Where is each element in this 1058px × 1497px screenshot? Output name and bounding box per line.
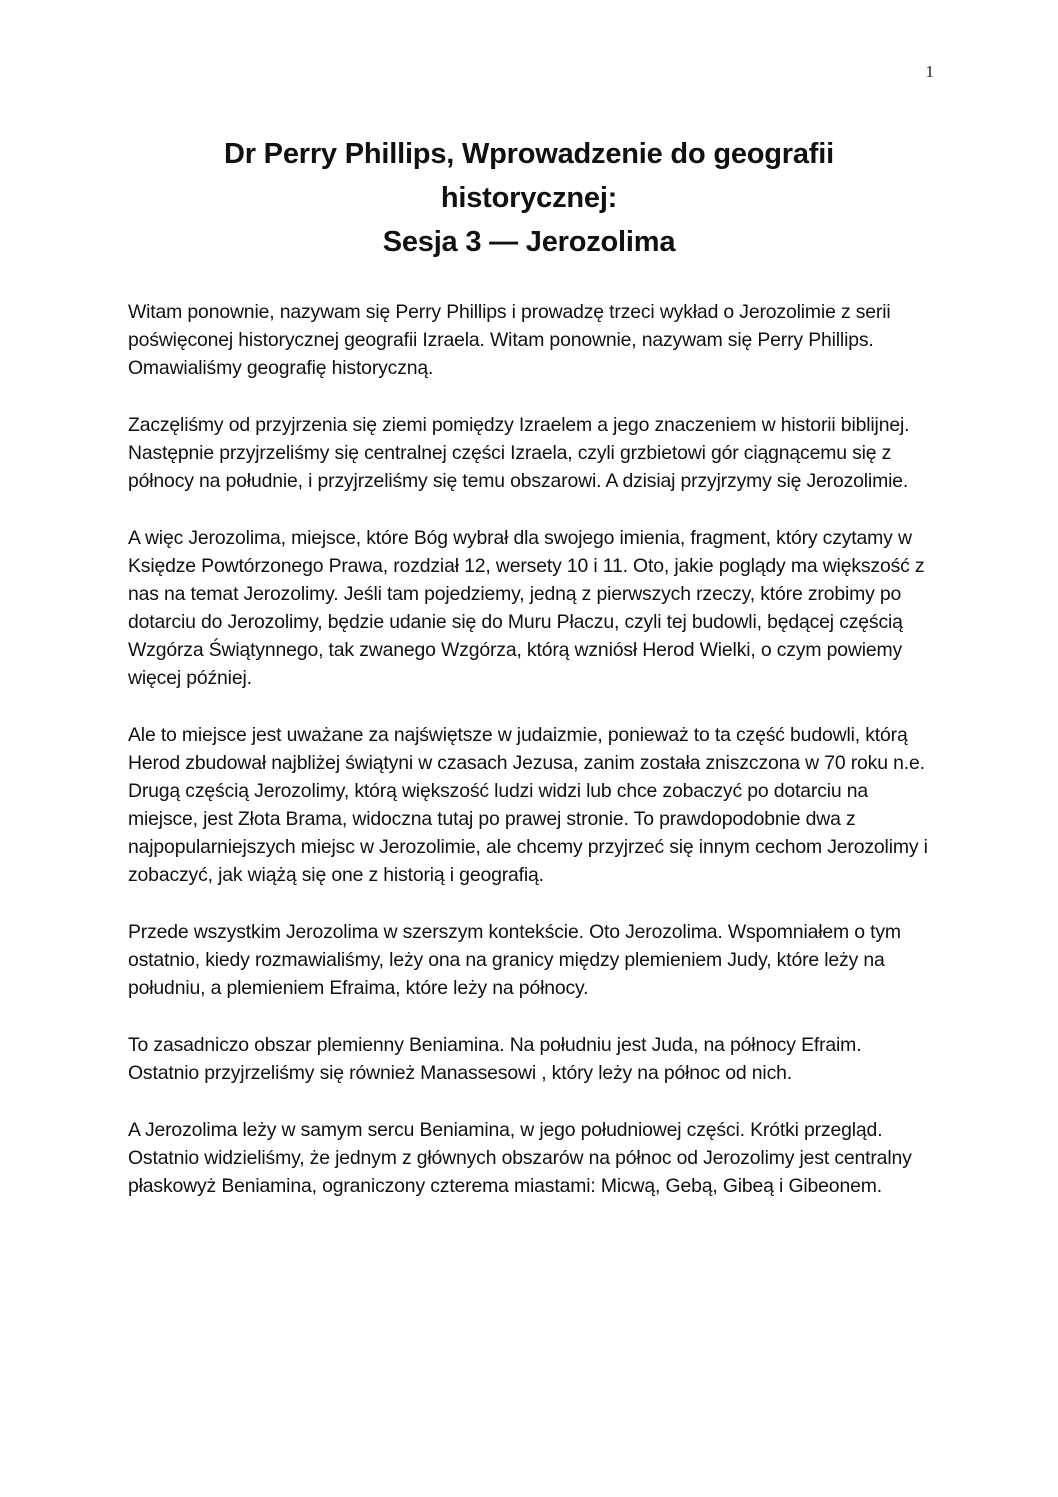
document-body (128, 298, 934, 1229)
paragraph: Witam ponownie, nazywam się Perry Phillips i prowadzę trzeci wykład o Jerozolimie z serii poświęconej historycznej geografii Izraela. Witam ponownie, nazywam się Perry Phillips. Omawialiśmy geografię historyczną. (128, 301, 891, 379)
paragraph: A więc Jerozolima, miejsce, które Bóg wybrał dla swojego imienia, fragment, który czytamy w Księdze Powtórzonego Prawa, rozdział 12, wersety 10 i 11. Oto, jakie poglądy ma większość z nas na temat Jerozolimy. Jeśli tam pojedziemy, jedną z pierwszych rzeczy, które zrobimy po dotarciu do Jerozolimy, będzie udanie się do Muru Płaczu, czyli tej budowli, będącej częścią Wzgórza Świątynnego, tak zwanego Wzgórza, którą wzniósł Herod Wielki, o czym powiemy więcej później. (128, 527, 925, 689)
paragraph: Ale to miejsce jest uważane za najświętsze w judaizmie, ponieważ to ta część budowli, którą Herod zbudował najbliżej świątyni w czasach Jezusa, zanim została zniszczona w 70 roku n.e. Drugą częścią Jerozolimy, którą większość ludzi widzi lub chce zobaczyć po dotarciu na miejsce, jest Złota Brama, widoczna tutaj po prawej stronie. To prawdopodobnie dwa z najpopularniejszych miejsc w Jerozolimie, ale chcemy przyjrzeć się innym cechom Jerozolimy i zobaczyć, jak wiążą się one z historią i geografią. (128, 724, 928, 886)
paragraph: A Jerozolima leży w samym sercu Beniamina, w jego południowej części. Krótki przegląd. Ostatnio widzieliśmy, że jednym z głównych obszarów na północ od Jerozolimy jest centralny płaskowyż Beniamina, ograniczony czterema miastami: Micwą, Gebą, Gibeą i Gibeonem. (128, 1119, 912, 1197)
document-title (130, 132, 928, 264)
paragraph: Przede wszystkim Jerozolima w szerszym kontekście. Oto Jerozolima. Wspomniałem o tym ostatnio, kiedy rozmawialiśmy, leży ona na granicy między plemieniem Judy, które leży na południu, a plemieniem Efraima, które leży na północy. (128, 921, 901, 999)
page-number: 1 (925, 62, 934, 81)
title-line-2: historycznej: (440, 182, 618, 214)
paragraph: Zaczęliśmy od przyjrzenia się ziemi pomiędzy Izraelem a jego znaczeniem w historii biblijnej. Następnie przyjrzeliśmy się centralnej części Izraela, czyli grzbietowi gór ciągnącemu się z północy na południe, i przyjrzeliśmy się temu obszarowi. A dzisiaj przyjrzymy się Jerozolimie. (128, 414, 910, 492)
title-line-1: Dr Perry Phillips, Wprowadzenie do geografii (224, 138, 834, 170)
title-line-3: Sesja 3 — Jerozolima (382, 226, 676, 258)
paragraph: To zasadniczo obszar plemienny Beniamina. Na południu jest Juda, na północy Efraim. Ostatnio przyjrzeliśmy się również Manassesowi , który leży na północ od nich. (128, 1034, 862, 1084)
